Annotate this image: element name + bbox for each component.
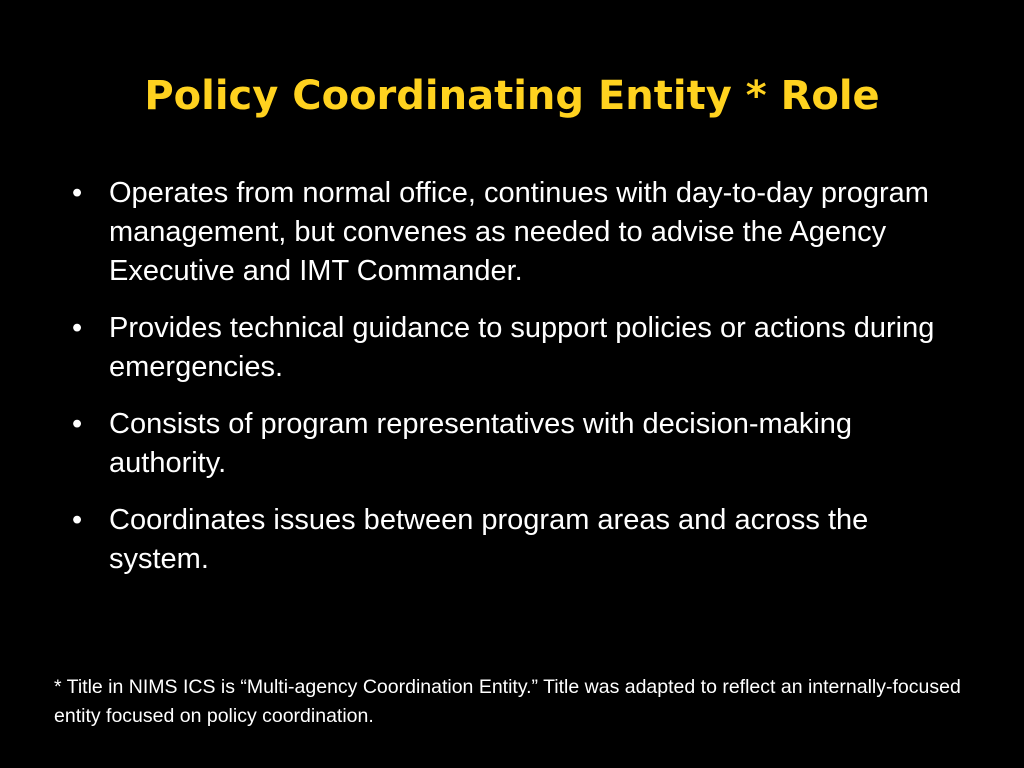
bullet-marker: • bbox=[72, 177, 83, 209]
bullet-text: Operates from normal office, continues with day-to-day program management, but convenes as needed to advise the Agency Executive and IMT Commander. bbox=[109, 177, 929, 287]
bullet-item bbox=[70, 405, 970, 483]
footnote: * Title in NIMS ICS is “Multi-agency Coordination Entity.” Title was adapted to reflect an internally-focused entity focused on policy coordination. bbox=[54, 676, 961, 727]
bullet-text: Provides technical guidance to support policies or actions during emergencies. bbox=[109, 312, 935, 383]
bullet-item bbox=[70, 309, 970, 387]
bullet-item bbox=[70, 174, 970, 291]
bullet-text: Coordinates issues between program areas and across the system. bbox=[109, 504, 869, 575]
bullet-list bbox=[70, 174, 970, 597]
bullet-text: Consists of program representatives with decision-making authority. bbox=[109, 408, 853, 479]
bullet-marker: • bbox=[72, 504, 83, 536]
bullet-marker: • bbox=[72, 312, 83, 344]
bullet-item bbox=[70, 501, 970, 579]
bullet-marker: • bbox=[72, 408, 83, 440]
slide-title: Policy Coordinating Entity * Role bbox=[144, 73, 880, 119]
